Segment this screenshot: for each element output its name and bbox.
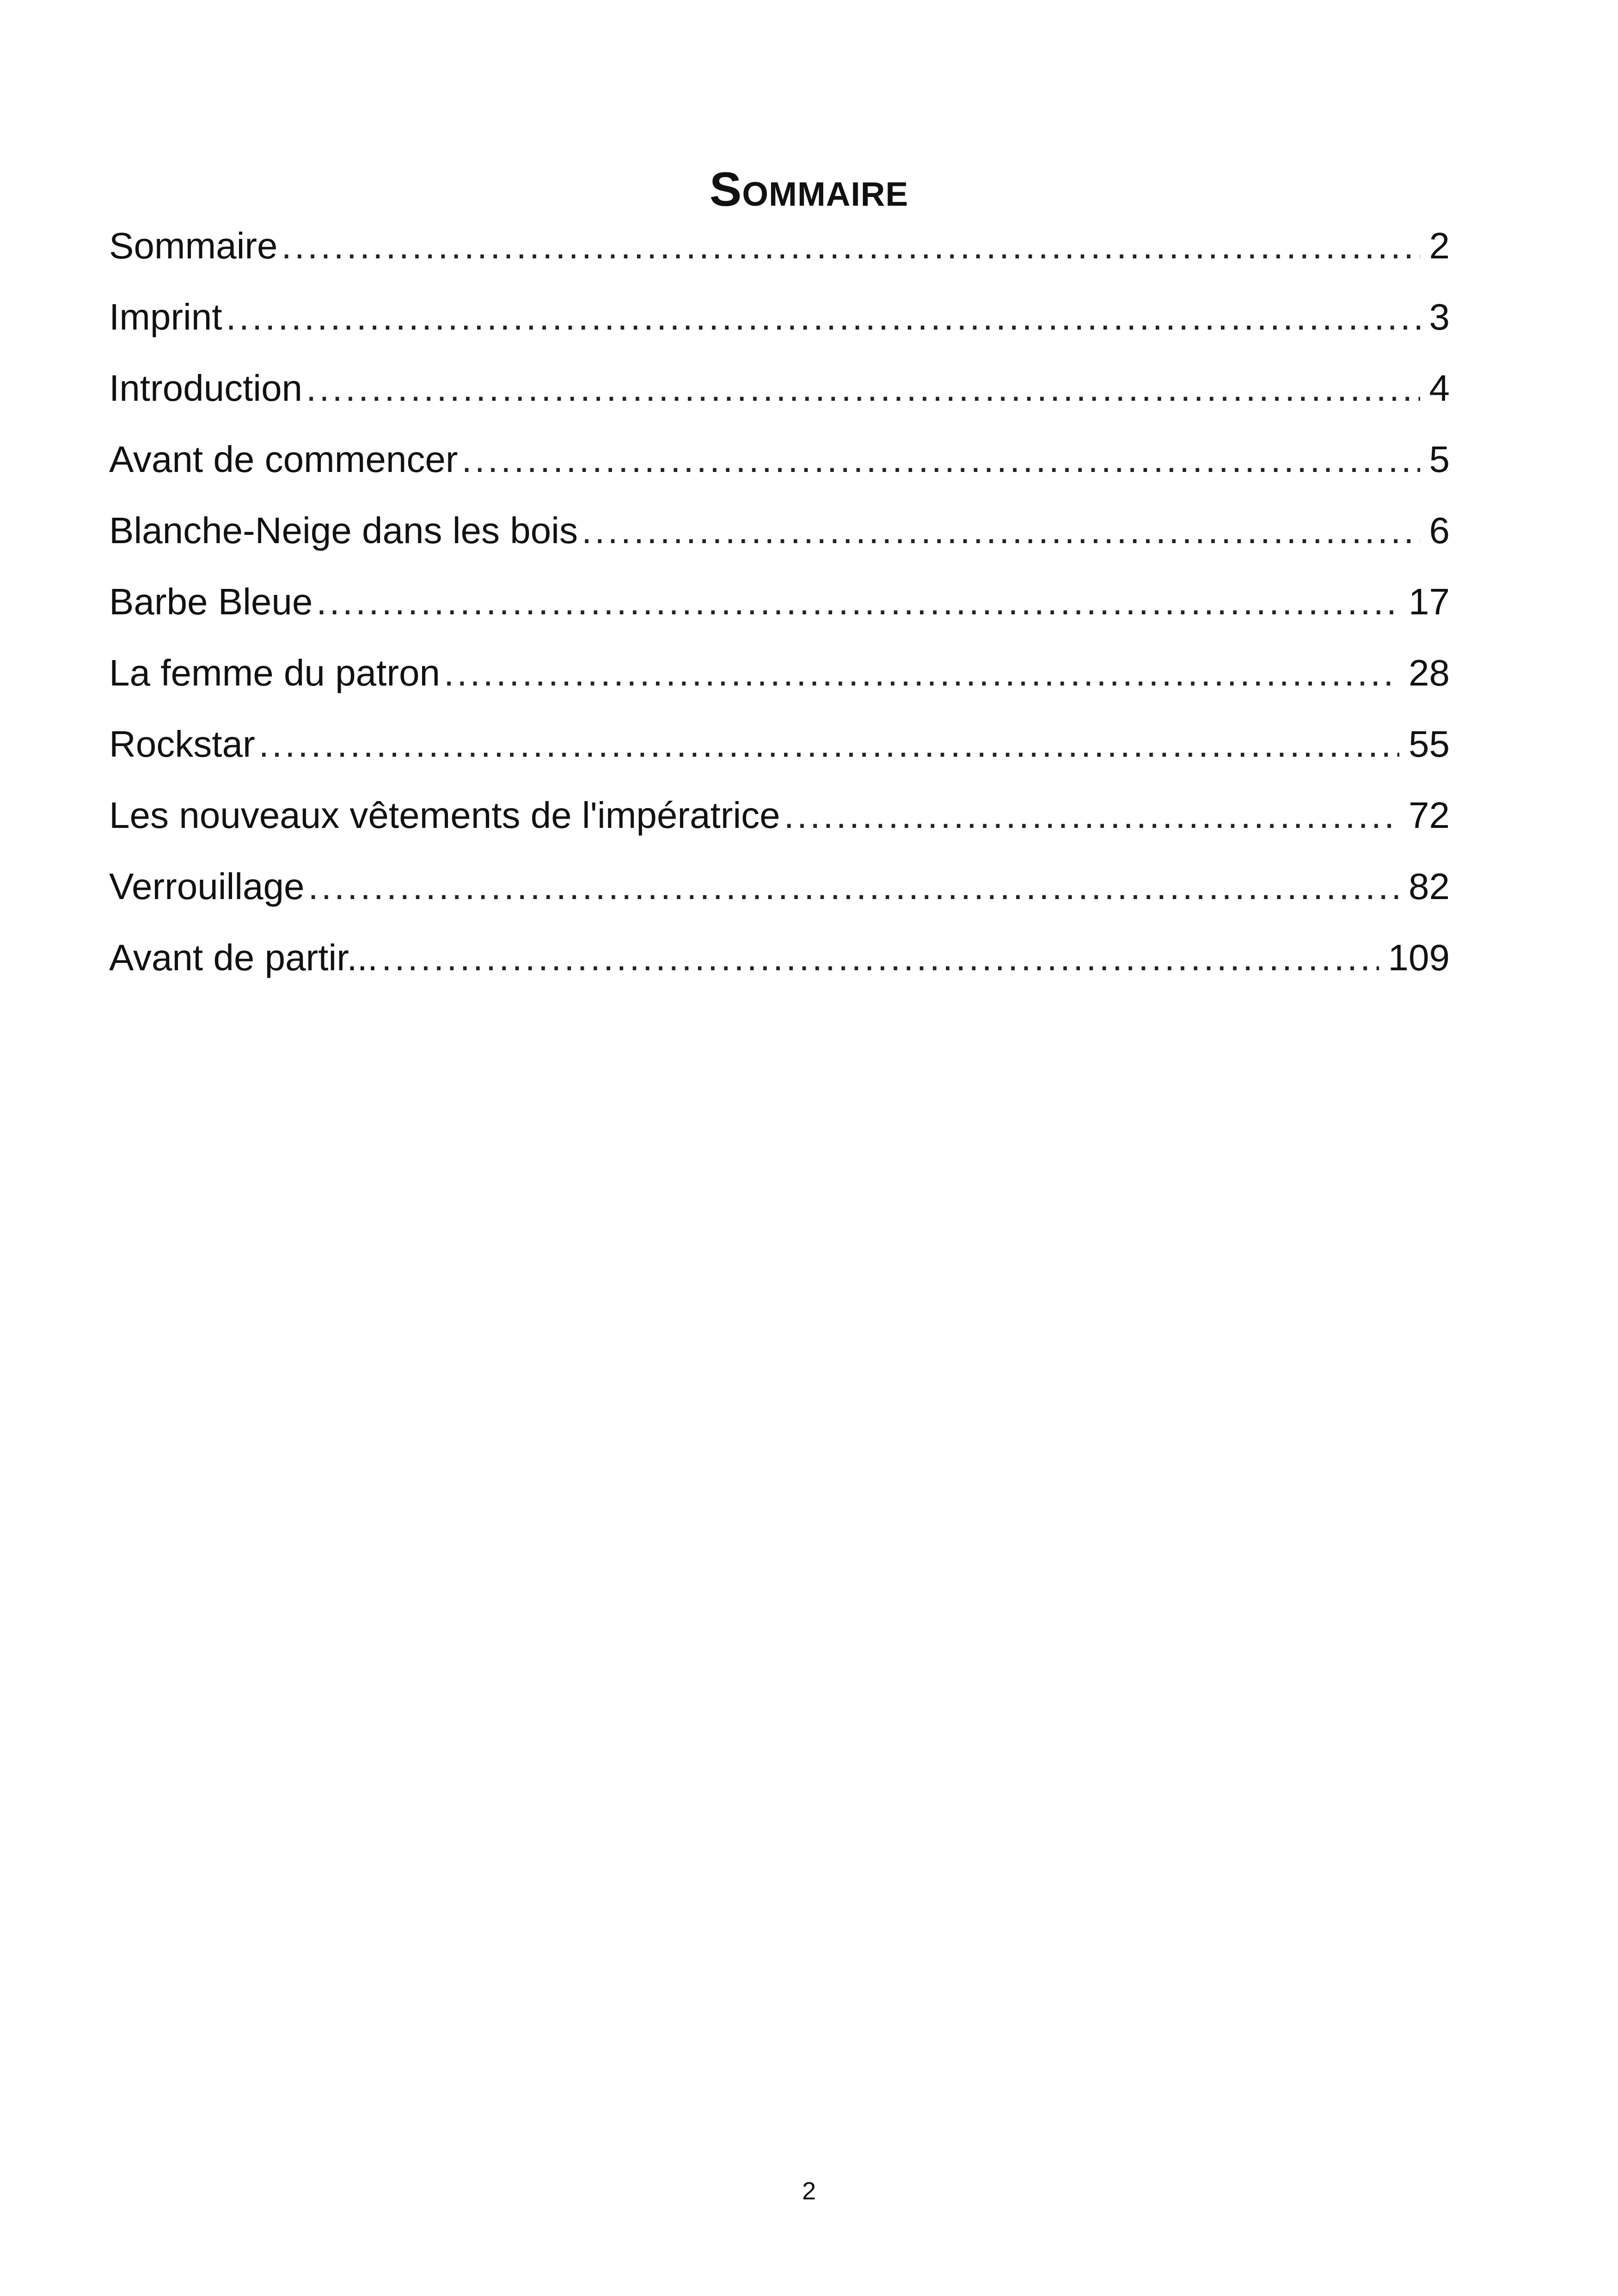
toc-entry-label: Blanche-Neige dans les bois (109, 495, 582, 566)
toc-entry-label: Barbe Bleue (109, 566, 316, 637)
toc-entry-label: Les nouveaux vêtements de l'impératrice (109, 780, 784, 851)
toc-leader-dots (582, 495, 1420, 566)
toc-entry-page: 109 (1388, 937, 1450, 978)
toc-leader-dots (282, 210, 1420, 282)
toc-entry-label: Imprint (109, 282, 226, 353)
toc-entry-la-femme-du-patron[interactable] (109, 637, 1450, 709)
toc-entry-page: 5 (1429, 439, 1450, 480)
toc-entry-page: 17 (1409, 581, 1450, 622)
page-title: Sommaire (709, 162, 909, 216)
toc-entry-page: 4 (1429, 367, 1450, 409)
toc-leader-dots (259, 709, 1399, 780)
toc-entry-introduction[interactable] (109, 353, 1450, 424)
toc-leader-dots (316, 566, 1399, 637)
toc-entry-page: 2 (1429, 225, 1450, 266)
table-of-contents (109, 210, 1450, 993)
toc-entry-page: 3 (1429, 296, 1450, 337)
toc-entry-page: 55 (1409, 723, 1450, 765)
toc-leader-dots (444, 637, 1399, 709)
toc-entry-label: Avant de commencer (109, 424, 461, 495)
toc-entry-verrouillage[interactable] (109, 851, 1450, 922)
toc-entry-avant-de-commencer[interactable] (109, 424, 1450, 495)
toc-entry-nouveaux-vetements[interactable] (109, 780, 1450, 851)
toc-entry-page: 28 (1409, 652, 1450, 693)
toc-entry-label: Rockstar (109, 709, 259, 780)
toc-entry-label: Introduction (109, 353, 306, 424)
toc-leader-dots (461, 424, 1420, 495)
toc-entry-sommaire[interactable] (109, 210, 1450, 282)
toc-leader-dots (306, 353, 1420, 424)
toc-entry-page: 72 (1409, 795, 1450, 836)
toc-leader-dots (381, 922, 1379, 993)
toc-entry-label: Verrouillage (109, 851, 308, 922)
toc-entry-rockstar[interactable] (109, 709, 1450, 780)
toc-entry-label: Sommaire (109, 210, 282, 282)
page-number: 2 (802, 2177, 816, 2205)
toc-entry-label: La femme du patron (109, 637, 444, 709)
toc-leader-dots (226, 282, 1420, 353)
toc-entry-imprint[interactable] (109, 282, 1450, 353)
toc-leader-dots (784, 780, 1399, 851)
toc-leader-dots (308, 851, 1400, 922)
toc-entry-page: 6 (1429, 510, 1450, 551)
toc-entry-blanche-neige[interactable] (109, 495, 1450, 566)
toc-entry-page: 82 (1409, 866, 1450, 907)
toc-entry-label: Avant de partir... (109, 922, 381, 993)
toc-entry-barbe-bleue[interactable] (109, 566, 1450, 637)
toc-entry-avant-de-partir[interactable] (109, 922, 1450, 993)
